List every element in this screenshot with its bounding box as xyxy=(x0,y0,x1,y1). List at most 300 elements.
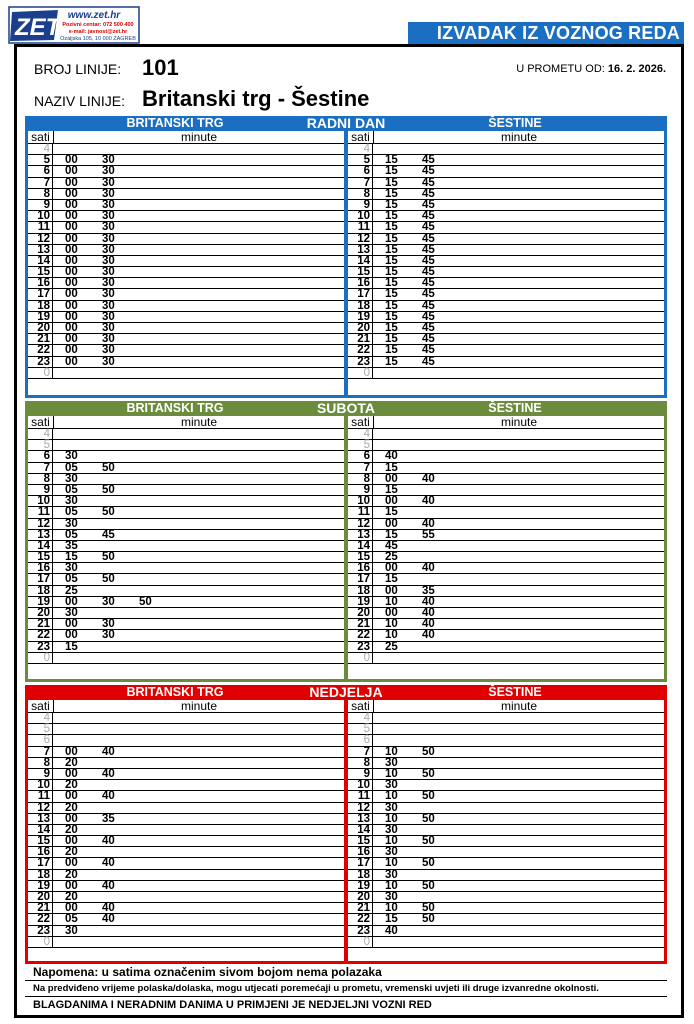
table-header xyxy=(28,700,344,713)
hour-cell: 11 xyxy=(348,507,373,517)
minutes-cell xyxy=(373,541,664,551)
minutes-cell xyxy=(53,608,344,618)
table-row xyxy=(348,630,664,641)
hour-cell: 19 xyxy=(28,312,53,322)
minute-value: 00 xyxy=(65,310,78,323)
hour-cell: 23 xyxy=(348,357,373,367)
table-row xyxy=(348,519,664,530)
hour-cell: 10 xyxy=(28,780,53,790)
line-name-label: NAZIV LINIJE: xyxy=(34,93,126,109)
minute-value: 15 xyxy=(385,221,398,234)
minutes-cell xyxy=(53,563,344,573)
minute-value: 30 xyxy=(102,629,115,642)
hour-cell: 19 xyxy=(348,881,373,891)
minute-value: 00 xyxy=(65,254,78,267)
table-row xyxy=(348,724,664,735)
minutes-cell xyxy=(53,485,344,495)
svg-text:Ozaljska 105, 10 000 ZAGREB: Ozaljska 105, 10 000 ZAGREB xyxy=(60,36,136,42)
minute-value: 30 xyxy=(102,322,115,334)
minutes-cell xyxy=(53,926,344,936)
minute-value: 25 xyxy=(385,640,398,653)
left-departures-table xyxy=(28,131,344,395)
minutes-cell xyxy=(53,724,344,734)
minute-value: 40 xyxy=(102,902,115,915)
section-header xyxy=(25,685,667,700)
minutes-cell xyxy=(373,780,664,790)
minute-value: 30 xyxy=(102,254,115,267)
minutes-cell xyxy=(53,245,344,255)
minutes-cell xyxy=(53,334,344,344)
minute-value: 45 xyxy=(422,310,435,323)
minute-value: 00 xyxy=(65,902,78,915)
minute-value: 00 xyxy=(65,629,78,642)
minutes-cell xyxy=(53,530,344,540)
minutes-cell xyxy=(373,368,664,378)
minute-value: 00 xyxy=(65,266,78,279)
line-number-label: BROJ LINIJE: xyxy=(34,61,122,77)
minute-value: 45 xyxy=(422,221,435,234)
minute-value: 00 xyxy=(65,154,78,167)
table-header xyxy=(348,131,664,144)
minute-value: 45 xyxy=(422,277,435,290)
note-holidays: BLAGDANIMA I NERADNIM DANIMA U PRIMJENI JE NEDJELJNI VOZNI RED xyxy=(33,999,432,1011)
minutes-cell xyxy=(373,769,664,779)
minutes-cell xyxy=(53,803,344,813)
hour-cell: 9 xyxy=(348,769,373,779)
hour-cell: 5 xyxy=(348,440,373,450)
minutes-cell xyxy=(53,345,344,355)
hour-cell: 16 xyxy=(28,847,53,857)
hour-cell: 12 xyxy=(348,519,373,529)
minutes-cell xyxy=(373,256,664,266)
hour-cell: 6 xyxy=(28,451,53,461)
hour-cell: 6 xyxy=(348,451,373,461)
minutes-cell xyxy=(373,267,664,277)
minutes-cell xyxy=(53,368,344,378)
minute-value: 30 xyxy=(65,924,78,937)
minutes-cell xyxy=(53,937,344,947)
minutes-cell xyxy=(373,791,664,801)
table-row xyxy=(348,222,664,233)
hour-cell: 6 xyxy=(28,735,53,745)
minute-value: 10 xyxy=(385,745,398,758)
minute-value: 00 xyxy=(65,198,78,211)
minutes-cell xyxy=(373,597,664,607)
minutes-cell xyxy=(53,552,344,562)
minute-value: 30 xyxy=(102,310,115,323)
minutes-cell xyxy=(373,530,664,540)
table-row xyxy=(28,713,344,724)
minutes-cell xyxy=(373,858,664,868)
minute-value: 15 xyxy=(385,528,398,541)
valid-from xyxy=(516,63,666,75)
minutes-cell xyxy=(373,881,664,891)
minutes-cell xyxy=(53,357,344,367)
minute-value: 40 xyxy=(102,879,115,892)
minute-value: 50 xyxy=(139,595,152,608)
hour-cell: 19 xyxy=(28,881,53,891)
minute-value: 40 xyxy=(422,562,435,575)
minutes-cell xyxy=(373,234,664,244)
tables xyxy=(28,131,664,395)
minutes-cell xyxy=(53,892,344,902)
minute-value: 05 xyxy=(65,913,78,926)
table-row xyxy=(28,289,344,300)
day-type: SUBOTA xyxy=(316,400,376,416)
minutes-cell xyxy=(53,747,344,757)
minutes-cell xyxy=(53,814,344,824)
hour-cell: 16 xyxy=(348,563,373,573)
hour-cell: 4 xyxy=(348,144,373,154)
minute-value: 45 xyxy=(422,176,435,189)
minutes-cell xyxy=(373,334,664,344)
minute-value: 30 xyxy=(65,450,78,463)
hour-cell: 16 xyxy=(28,563,53,573)
minutes-header: minute xyxy=(500,699,538,713)
minute-value: 15 xyxy=(385,154,398,167)
minutes-cell xyxy=(53,256,344,266)
minute-value: 45 xyxy=(422,254,435,267)
minute-value: 50 xyxy=(422,879,435,892)
hour-cell: 16 xyxy=(348,278,373,288)
minutes-cell xyxy=(53,903,344,913)
hours-header: sati xyxy=(28,700,54,712)
minute-value: 30 xyxy=(65,472,78,485)
hour-cell: 13 xyxy=(348,245,373,255)
hour-cell: 14 xyxy=(28,825,53,835)
table-row xyxy=(28,519,344,530)
table-row xyxy=(348,926,664,937)
minutes-cell xyxy=(373,289,664,299)
hour-cell: 13 xyxy=(28,245,53,255)
minute-value: 30 xyxy=(102,232,115,245)
section-sunday xyxy=(25,685,667,964)
hour-cell: 23 xyxy=(28,357,53,367)
hour-cell: 10 xyxy=(348,211,373,221)
hour-cell: 9 xyxy=(28,485,53,495)
minutes-cell xyxy=(53,289,344,299)
minutes-cell xyxy=(53,451,344,461)
table-row xyxy=(28,914,344,925)
minute-value: 00 xyxy=(385,517,398,530)
minute-value: 45 xyxy=(422,187,435,200)
minute-value: 50 xyxy=(102,483,115,496)
minutes-cell xyxy=(373,485,664,495)
minute-value: 30 xyxy=(102,618,115,631)
hour-cell: 7 xyxy=(348,178,373,188)
minute-value: 10 xyxy=(385,595,398,608)
minute-value: 20 xyxy=(65,801,78,814)
minute-value: 30 xyxy=(385,891,398,903)
minute-value: 00 xyxy=(385,495,398,508)
minute-value: 30 xyxy=(385,801,398,814)
minutes-cell xyxy=(53,769,344,779)
hour-cell: 20 xyxy=(28,608,53,618)
minute-value: 00 xyxy=(65,879,78,892)
minutes-cell xyxy=(373,870,664,880)
hour-cell: 8 xyxy=(348,758,373,768)
hour-cell: 0 xyxy=(28,653,53,663)
minutes-cell xyxy=(53,267,344,277)
svg-text:e-mail: javnost@zet.hr: e-mail: javnost@zet.hr xyxy=(68,29,128,35)
minute-value: 15 xyxy=(385,187,398,200)
hour-cell: 14 xyxy=(348,541,373,551)
minute-value: 45 xyxy=(422,266,435,279)
minutes-cell xyxy=(53,278,344,288)
table-row xyxy=(348,914,664,925)
table-row xyxy=(348,791,664,802)
hour-cell: 18 xyxy=(28,586,53,596)
minutes-cell xyxy=(373,926,664,936)
table-row xyxy=(348,642,664,653)
minute-value: 55 xyxy=(422,528,435,541)
hour-cell: 5 xyxy=(28,724,53,734)
minute-value: 30 xyxy=(102,299,115,312)
line-name: Britanski trg - Šestine xyxy=(142,86,370,111)
minutes-cell xyxy=(53,507,344,517)
minute-value: 15 xyxy=(385,483,398,496)
minute-value: 45 xyxy=(422,210,435,223)
hour-cell: 16 xyxy=(348,847,373,857)
hour-cell: 20 xyxy=(348,892,373,902)
hour-cell: 14 xyxy=(348,256,373,266)
minute-value: 50 xyxy=(422,790,435,803)
hour-cell: 23 xyxy=(28,926,53,936)
minutes-cell xyxy=(53,858,344,868)
table-row xyxy=(28,642,344,653)
hours-header: sati xyxy=(348,131,374,143)
hour-cell: 0 xyxy=(348,937,373,947)
hour-cell: 17 xyxy=(348,858,373,868)
table-row xyxy=(28,735,344,746)
minute-value: 40 xyxy=(385,450,398,463)
hour-cell: 7 xyxy=(348,463,373,473)
minutes-cell xyxy=(53,189,344,199)
minute-value: 50 xyxy=(422,767,435,780)
hour-cell: 20 xyxy=(348,323,373,333)
minutes-cell xyxy=(373,189,664,199)
table-row xyxy=(28,791,344,802)
minute-value: 05 xyxy=(65,461,78,474)
minute-value: 35 xyxy=(102,812,115,825)
minute-value: 15 xyxy=(385,506,398,519)
hour-cell: 15 xyxy=(28,836,53,846)
minute-value: 30 xyxy=(65,495,78,508)
zet-logo xyxy=(8,6,140,44)
minute-value: 45 xyxy=(422,198,435,211)
hour-cell: 23 xyxy=(348,642,373,652)
minutes-cell xyxy=(373,574,664,584)
table-row xyxy=(28,357,344,368)
svg-text:Pozivni centar: 072 500 400: Pozivni centar: 072 500 400 xyxy=(62,22,134,28)
minutes-cell xyxy=(373,563,664,573)
table-row xyxy=(28,803,344,814)
minute-value: 00 xyxy=(65,344,78,357)
minutes-cell xyxy=(373,178,664,188)
hour-cell: 6 xyxy=(348,166,373,176)
minute-value: 30 xyxy=(102,154,115,167)
hour-cell: 0 xyxy=(28,937,53,947)
minute-value: 30 xyxy=(102,210,115,223)
minute-value: 00 xyxy=(65,595,78,608)
minute-value: 15 xyxy=(385,333,398,346)
minutes-cell xyxy=(373,758,664,768)
right-departures-table xyxy=(348,131,664,395)
minutes-cell xyxy=(53,836,344,846)
hour-cell: 23 xyxy=(28,642,53,652)
minute-value: 30 xyxy=(385,756,398,769)
minutes-header: minute xyxy=(500,415,538,429)
table-row xyxy=(28,507,344,518)
minutes-cell xyxy=(53,574,344,584)
hour-cell: 18 xyxy=(28,301,53,311)
minutes-cell xyxy=(373,245,664,255)
hour-cell: 13 xyxy=(28,530,53,540)
minutes-cell xyxy=(53,222,344,232)
table-row xyxy=(348,368,664,379)
left-terminal: BRITANSKI TRG xyxy=(126,401,224,415)
minute-value: 30 xyxy=(65,517,78,530)
table-row xyxy=(348,166,664,177)
minutes-cell xyxy=(373,735,664,745)
minutes-header: minute xyxy=(500,130,538,144)
minutes-cell xyxy=(53,630,344,640)
minute-value: 40 xyxy=(102,835,115,848)
minutes-cell xyxy=(373,653,664,663)
minute-value: 00 xyxy=(385,562,398,575)
table-row xyxy=(348,289,664,300)
minute-value: 00 xyxy=(65,322,78,334)
hour-cell: 14 xyxy=(28,541,53,551)
hour-cell: 8 xyxy=(28,189,53,199)
minutes-cell xyxy=(373,619,664,629)
hour-cell: 17 xyxy=(28,289,53,299)
minute-value: 40 xyxy=(385,924,398,937)
minutes-cell xyxy=(373,836,664,846)
hour-cell: 9 xyxy=(28,769,53,779)
hour-cell: 9 xyxy=(28,200,53,210)
minute-value: 00 xyxy=(385,607,398,619)
table-row xyxy=(28,574,344,585)
minutes-cell xyxy=(53,155,344,165)
minutes-cell xyxy=(373,552,664,562)
hour-cell: 21 xyxy=(28,619,53,629)
minute-value: 30 xyxy=(102,266,115,279)
minute-value: 45 xyxy=(422,154,435,167)
hour-cell: 8 xyxy=(348,474,373,484)
valid-from-date: 16. 2. 2026. xyxy=(607,63,666,75)
minutes-cell xyxy=(53,586,344,596)
minutes-cell xyxy=(373,312,664,322)
minute-value: 30 xyxy=(385,868,398,881)
minute-value: 50 xyxy=(422,745,435,758)
minutes-cell xyxy=(53,881,344,891)
minutes-cell xyxy=(53,200,344,210)
table-row xyxy=(348,735,664,746)
hour-cell: 17 xyxy=(348,574,373,584)
minute-value: 40 xyxy=(102,857,115,870)
minutes-cell xyxy=(373,586,664,596)
minute-value: 30 xyxy=(385,823,398,836)
hour-cell: 15 xyxy=(28,267,53,277)
minutes-cell xyxy=(53,496,344,506)
hour-cell: 18 xyxy=(348,301,373,311)
minutes-cell xyxy=(53,735,344,745)
minute-value: 45 xyxy=(422,232,435,245)
hour-cell: 10 xyxy=(28,211,53,221)
hour-cell: 17 xyxy=(28,858,53,868)
minute-value: 00 xyxy=(65,812,78,825)
minute-value: 00 xyxy=(65,187,78,200)
minute-value: 30 xyxy=(102,595,115,608)
minutes-cell xyxy=(373,345,664,355)
minute-value: 30 xyxy=(102,288,115,301)
minute-value: 50 xyxy=(422,857,435,870)
minutes-cell xyxy=(373,200,664,210)
minutes-cell xyxy=(373,803,664,813)
minute-value: 15 xyxy=(385,310,398,323)
hour-cell: 12 xyxy=(28,519,53,529)
minute-value: 15 xyxy=(385,344,398,357)
minute-value: 15 xyxy=(385,243,398,256)
hours-header: sati xyxy=(28,131,54,143)
minutes-cell xyxy=(373,166,664,176)
minute-value: 15 xyxy=(385,288,398,301)
svg-text:ZET: ZET xyxy=(15,14,61,41)
hour-cell: 9 xyxy=(348,200,373,210)
minute-value: 40 xyxy=(422,595,435,608)
hour-cell: 22 xyxy=(348,345,373,355)
table-header xyxy=(28,416,344,429)
hour-cell: 6 xyxy=(348,735,373,745)
minutes-cell xyxy=(373,301,664,311)
minute-value: 50 xyxy=(102,573,115,586)
minutes-cell xyxy=(53,597,344,607)
minute-value: 20 xyxy=(65,891,78,903)
minutes-cell xyxy=(373,222,664,232)
minute-value: 30 xyxy=(102,221,115,234)
minute-value: 50 xyxy=(102,461,115,474)
hour-cell: 8 xyxy=(28,474,53,484)
table-row xyxy=(28,858,344,869)
hour-cell: 18 xyxy=(348,870,373,880)
minute-value: 15 xyxy=(385,266,398,279)
hour-cell: 8 xyxy=(348,189,373,199)
minute-value: 30 xyxy=(385,779,398,792)
minute-value: 45 xyxy=(422,288,435,301)
minute-value: 50 xyxy=(102,506,115,519)
hour-cell: 17 xyxy=(348,289,373,299)
table-row xyxy=(348,507,664,518)
hour-cell: 14 xyxy=(28,256,53,266)
left-departures-table xyxy=(28,416,344,679)
minute-value: 40 xyxy=(422,607,435,619)
hour-cell: 13 xyxy=(348,814,373,824)
hour-cell: 10 xyxy=(348,780,373,790)
hour-cell: 12 xyxy=(28,803,53,813)
day-type: NEDJELJA xyxy=(309,684,383,700)
minute-value: 30 xyxy=(65,562,78,575)
note-disruptions: Na predviđeno vrijeme polaska/dolaska, mogu utjecati poremećaji u prometu, vremenski uvjeti ili druge izvanredne okolnosti. xyxy=(25,981,667,997)
minute-value: 50 xyxy=(422,812,435,825)
minute-value: 45 xyxy=(385,539,398,552)
table-row xyxy=(348,357,664,368)
table-header xyxy=(348,700,664,713)
table-row xyxy=(28,429,344,440)
hour-cell: 4 xyxy=(348,713,373,723)
hour-cell: 8 xyxy=(28,758,53,768)
table-row xyxy=(348,937,664,948)
